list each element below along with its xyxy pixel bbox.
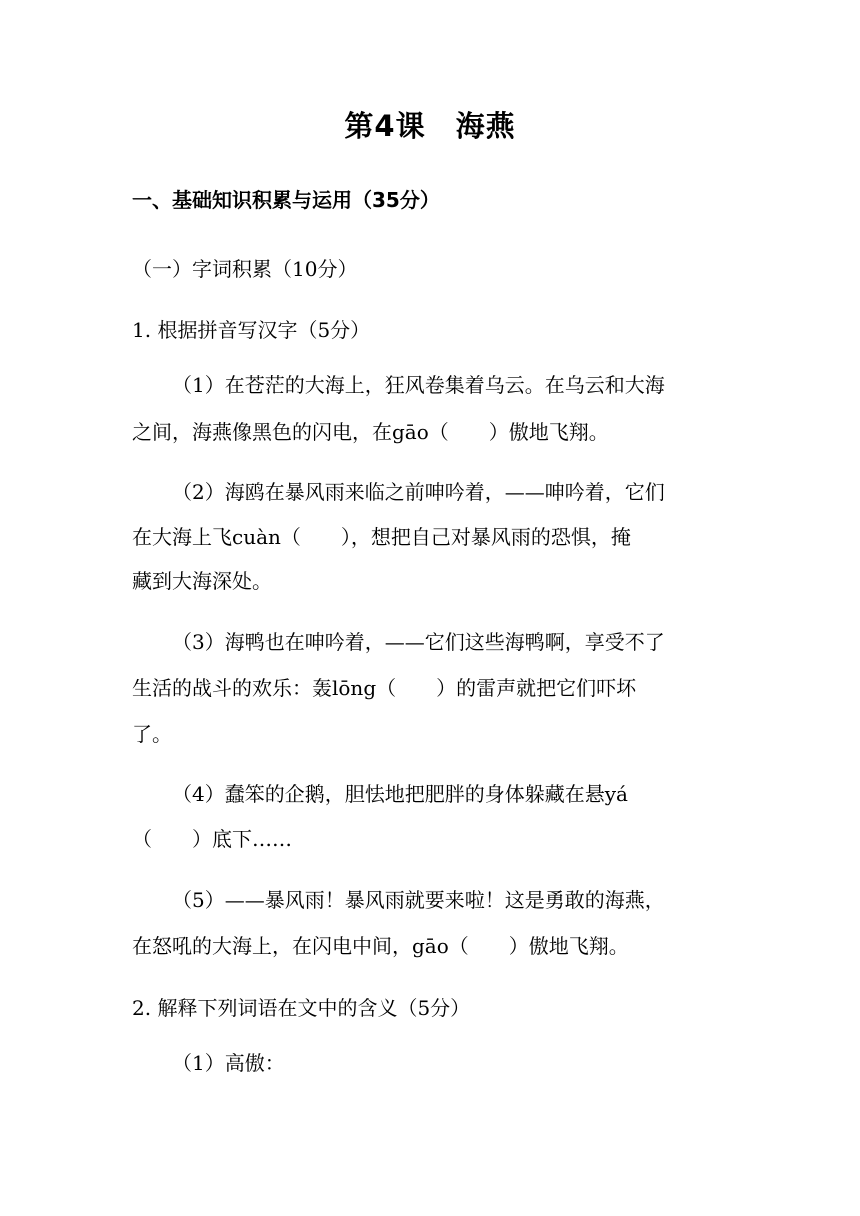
question-1-heading: 1. 根据拼音写汉字（5分） <box>132 318 371 342</box>
q1-item-3-line-1: （3）海鸭也在呻吟着，——它们这些海鸭啊，享受不了 <box>172 630 665 654</box>
q1-item-5-line-2: 在怒吼的大海上，在闪电中间，gāo（ ）傲地飞翔。 <box>132 934 629 958</box>
q1-item-2-line-3: 藏到大海深处。 <box>132 569 272 593</box>
q1-item-1-line-1: （1）在苍茫的大海上，狂风卷集着乌云。在乌云和大海 <box>172 373 665 397</box>
section-heading: 一、基础知识积累与运用（35分） <box>132 188 440 212</box>
question-2-heading: 2. 解释下列词语在文中的含义（5分） <box>132 996 471 1020</box>
page-title: 第4课 海燕 <box>344 109 516 143</box>
subsection-heading: （一）字词积累（10分） <box>132 257 358 281</box>
q1-item-5-line-1: （5）——暴风雨！暴风雨就要来啦！这是勇敢的海燕， <box>172 888 665 912</box>
q1-item-3-line-2: 生活的战斗的欢乐：轰lōng（ ）的雷声就把它们吓坏 <box>132 676 637 700</box>
q1-item-2-line-2: 在大海上飞cuàn（ ），想把自己对暴风雨的恐惧，掩 <box>132 525 631 549</box>
q1-item-2-line-1: （2）海鸥在暴风雨来临之前呻吟着，——呻吟着，它们 <box>172 480 665 504</box>
q1-item-4-line-1: （4）蠢笨的企鹅，胆怯地把肥胖的身体躲藏在悬yá <box>172 782 628 806</box>
q1-item-1-line-2: 之间，海燕像黑色的闪电，在gāo（ ）傲地飞翔。 <box>132 420 609 444</box>
q1-item-3-line-3: 了。 <box>132 722 172 746</box>
q2-item-1-label: （1）高傲： <box>172 1051 285 1075</box>
q1-item-4-line-2: （ ）底下…… <box>132 827 292 851</box>
